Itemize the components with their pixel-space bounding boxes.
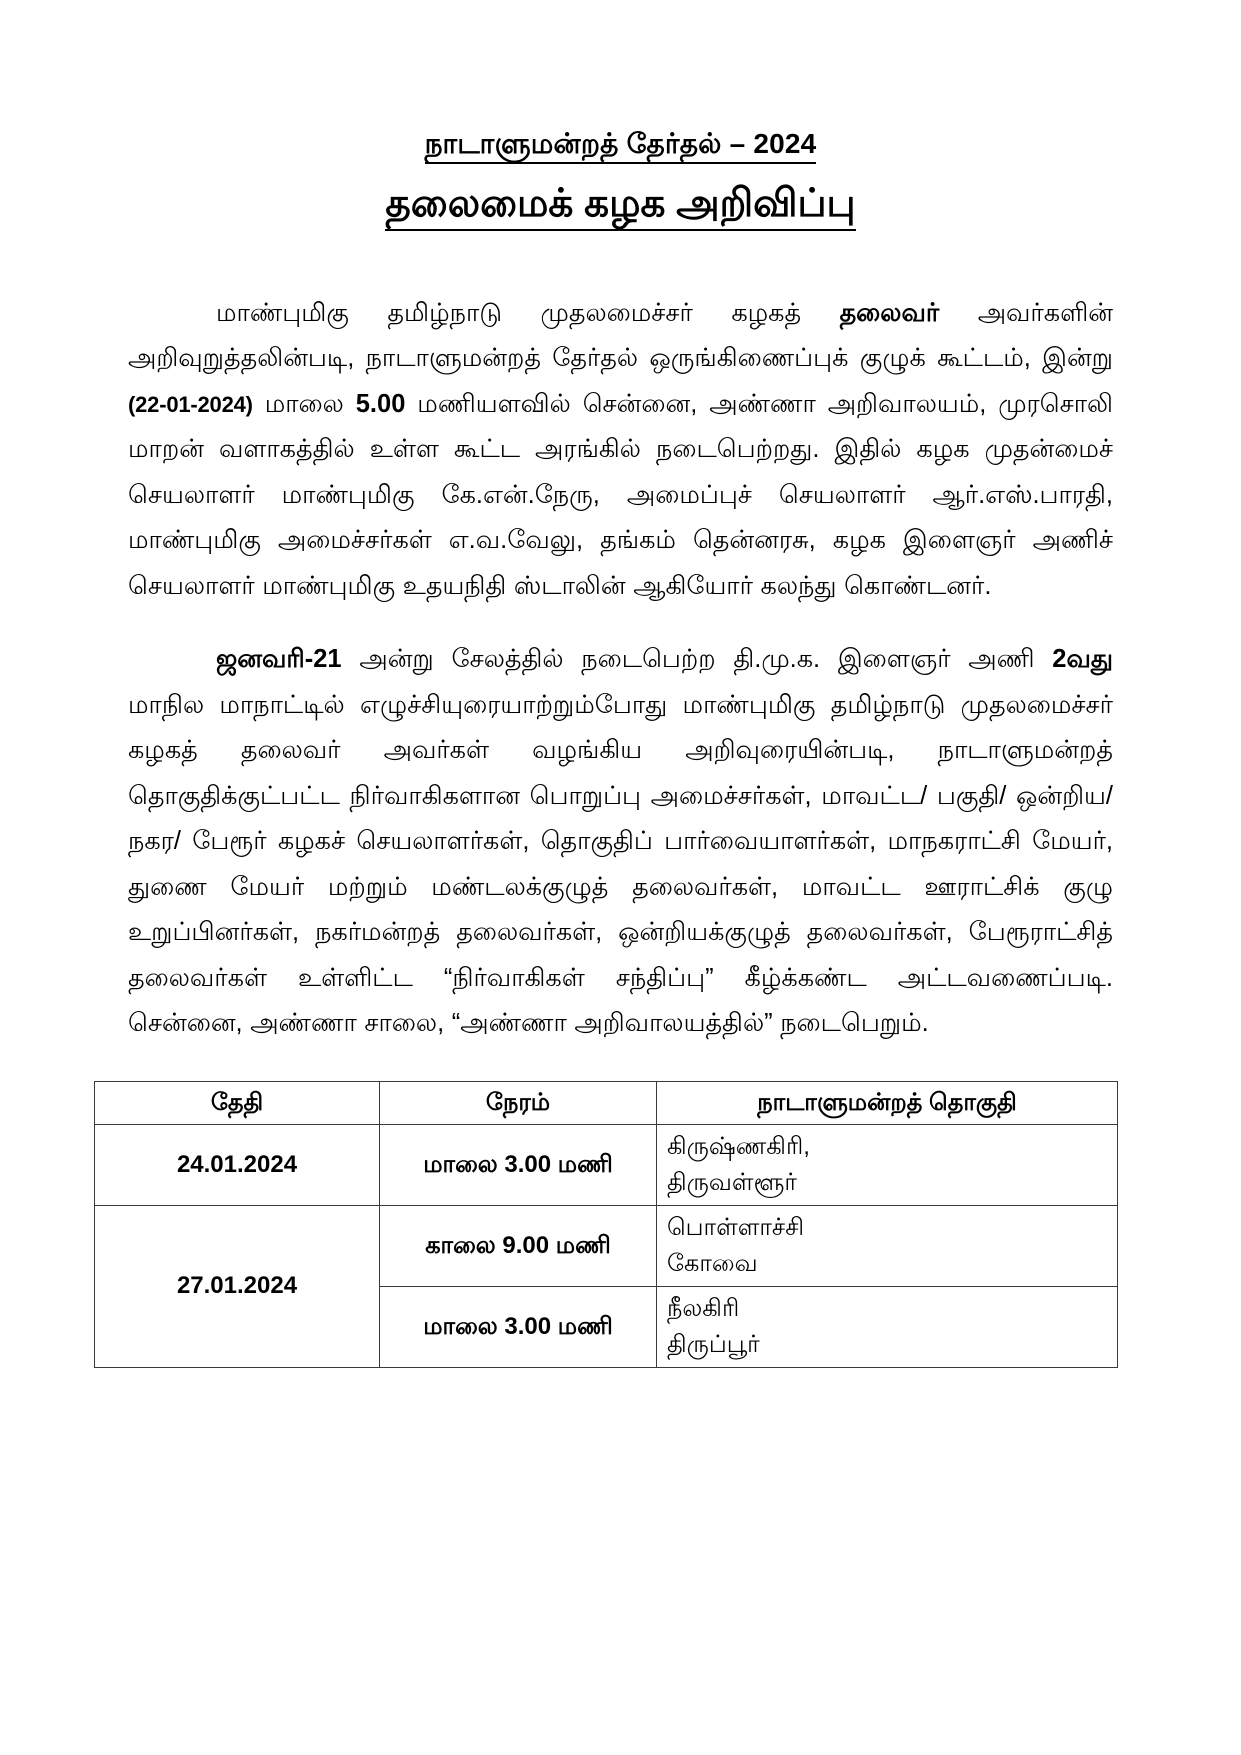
cell-constituency: [657, 1286, 1118, 1367]
para1-bold-leader: தலைவர்: [839, 298, 940, 327]
para2-text-b: மாநில மாநாட்டில் எழுச்சியுரையாற்றும்போது மாண்புமிகு தமிழ்நாடு முதலமைச்சர் கழகத் தலைவர் அவர்கள் வழங்கிய அறிவுரையின்படி, நாடாளுமன்றத் தொகுதிக்குட்பட்ட நிர்வாகிகளான பொறுப்பு அமைச்சர்கள், மாவட்ட/ பகுதி/ ஒன்றிய/ நகர/ பேரூர் கழகச் செயலாளர்கள், தொகுதிப் பார்வையாளர்கள், மாநகராட்சி மேயர், துணை மேயர் மற்றும் மண்டலக்குழுத் தலைவர்கள், மாவட்ட ஊராட்சிக் குழு உறுப்பினர்கள், நகர்மன்றத் தலைவர்கள், ஒன்றியக்குழுத் தலைவர்கள், பேரூராட்சித் தலைவர்கள் உள்ளிட்ட “நிர்வாகிகள் சந்திப்பு” கீழ்க்கண்ட அட்டவணைப்படி. சென்னை, அண்ணா சாலை, “அண்ணா அறிவாலயத்தில்” நடைபெறும்.: [128, 690, 1113, 1038]
constituency-line: கோவை: [667, 1249, 758, 1277]
constituency-line: திருப்பூர்: [667, 1330, 760, 1358]
schedule-table-head: [95, 1081, 1118, 1124]
constituency-line: நீலகிரி: [667, 1294, 740, 1322]
schedule-table: [94, 1081, 1118, 1368]
column-header-constituency: நாடாளுமன்றத் தொகுதி: [657, 1081, 1118, 1124]
paragraph-one: [128, 291, 1113, 610]
paragraph-two: [128, 637, 1113, 1047]
cell-time: மாலை 3.00 மணி: [380, 1286, 657, 1367]
para2-text-a: அன்று சேலத்தில் நடைபெற்ற தி.மு.க. இளைஞர் அணி: [341, 645, 1053, 674]
para1-text-b: அவர்களின் அறிவுறுத்தலின்படி, நாடாளுமன்றத் தேர்தல் ஒருங்கிணைப்புக் குழுக் கூட்டம், இன்று: [128, 298, 1113, 373]
schedule-table-body: [95, 1124, 1118, 1367]
table-header-row: [95, 1081, 1118, 1124]
para1-meeting-date: (22-01-2024): [128, 391, 253, 417]
para2-date-prefix: ஜனவரி-21: [216, 645, 342, 674]
table-row: [95, 1205, 1118, 1286]
constituency-line: கிருஷ்ணகிரி,: [667, 1132, 810, 1160]
constituency-line: பொள்ளாச்சி: [667, 1213, 805, 1241]
table-row: [95, 1124, 1118, 1205]
column-header-date: தேதி: [95, 1081, 380, 1124]
title-block-secondary: [128, 180, 1113, 231]
para1-text-d: மணியளவில் சென்னை, அண்ணா அறிவாலயம், முரசொலி மாறன் வளாகத்தில் உள்ள கூட்ட அரங்கில் நடைபெற்றது. இதில் கழக முதன்மைச் செயலாளர் மாண்புமிகு கே.என்.நேரு, அமைப்புச் செயலாளர் ஆர்.எஸ்.பாரதி, மாண்புமிகு அமைச்சர்கள் எ.வ.வேலு, தங்கம் தென்னரசு, கழக இளைஞர் அணிச் செயலாளர் மாண்புமிகு உதயநிதி ஸ்டாலின் ஆகியோர் கலந்து கொண்டனர்.: [128, 389, 1113, 600]
column-header-time: நேரம்: [380, 1081, 657, 1124]
cell-constituency: [657, 1205, 1118, 1286]
title-block: [128, 0, 1113, 164]
cell-time: மாலை 3.00 மணி: [380, 1124, 657, 1205]
document-content: [128, 0, 1113, 1368]
cell-time: காலை 9.00 மணி: [380, 1205, 657, 1286]
para2-ordinal: 2வது: [1052, 645, 1113, 674]
cell-date: 24.01.2024: [95, 1124, 380, 1205]
para1-text-c: மாலை: [252, 389, 356, 418]
para1-meeting-time: 5.00: [355, 389, 406, 418]
cell-date: 27.01.2024: [95, 1205, 380, 1367]
cell-constituency: [657, 1124, 1118, 1205]
schedule-table-wrapper: [128, 1081, 1113, 1368]
page-title-secondary: தலைமைக் கழக அறிவிப்பு: [385, 180, 855, 231]
page-title-primary: நாடாளுமன்றத் தேர்தல் – 2024: [425, 126, 817, 164]
para1-text-a: மாண்புமிகு தமிழ்நாடு முதலமைச்சர் கழகத்: [216, 298, 840, 327]
constituency-line: திருவள்ளூர்: [667, 1168, 797, 1196]
